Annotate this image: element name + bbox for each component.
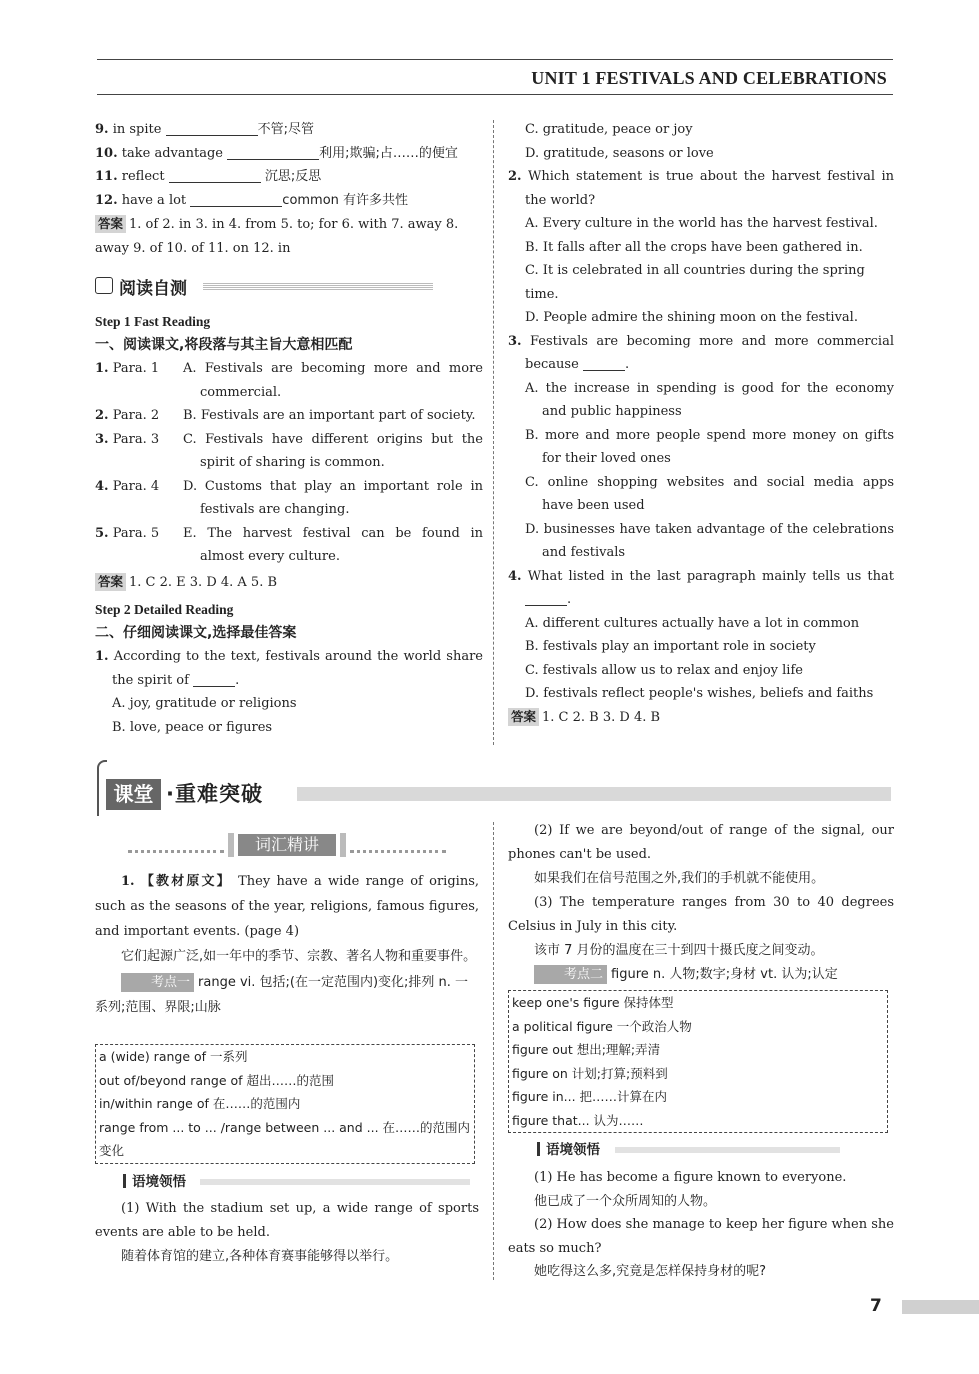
example-cn: 如果我们在信号范围之外,我们的手机就不能使用。 [534, 871, 825, 886]
phrase: figure that... 认为…… [512, 1112, 644, 1128]
phrase: out of/beyond range of 超出……的范围 [99, 1072, 335, 1088]
answer-block: 答案 1. C 2. B 3. D 4. B [508, 706, 894, 730]
example-cn: 该市 7 月份的温度在三十到四十摄氏度之间变动。 [534, 943, 824, 958]
reading-section [95, 310, 483, 739]
right-column-top [508, 118, 894, 729]
answer-badge: 答案 [508, 708, 539, 726]
module-rule [203, 283, 433, 290]
vocab-fill-item: 10. take advantage 利用;欺骗;占……的便宜 [95, 145, 458, 161]
page-number: 7 [870, 1296, 882, 1316]
phrase: in/within range of 在……的范围内 [99, 1096, 301, 1111]
match-row: 5. Para. 5 E. The harvest festival can be found in almost every culture. [95, 525, 483, 564]
option: A. the increase in spending is good for the economy and public happiness [525, 380, 894, 419]
unit-title: UNIT 1 FESTIVALS AND CELEBRATIONS [531, 68, 887, 88]
option: C. online shopping websites and social media apps have been used [525, 474, 894, 513]
example-en: (1) He has become a figure known to everyone. [534, 1170, 847, 1185]
header-rule-top [97, 59, 893, 60]
example-range-1 [95, 1197, 479, 1269]
question-3: 3. Festivals are becoming more and more commercial because . [508, 333, 894, 372]
context-rule [200, 1179, 470, 1185]
key-point-1: 考点一 range vi. 包括;(在一定范围内)变化;排列 n. 一系列;范围、界限;山脉 [95, 975, 469, 1015]
question-2: 2. Which statement is true about the harvest festival in the world? [508, 169, 895, 208]
band-title: ·重难突破 [166, 782, 263, 806]
match-row: 2. Para. 2 B. Festivals are an important part of society. [95, 408, 476, 423]
page-number-bar [902, 1300, 979, 1314]
vocab-header-dots [350, 850, 446, 853]
vocab-left [95, 869, 479, 1020]
match-row: 4. Para. 4 D. Customs that play an important role in festivals are changing. [95, 478, 483, 517]
context-heading: 语境领悟 [537, 1140, 600, 1160]
option: C. festivals allow us to relax and enjoy life [525, 662, 803, 678]
vocab-header-title: 词汇精讲 [238, 834, 336, 856]
translation: 它们起源广泛,如一年中的季节、宗教、著名人物和重要事件。 [121, 949, 477, 964]
band-label: 课堂 [106, 779, 161, 810]
context-heading: 语境领悟 [123, 1172, 186, 1192]
option: B. more and more people spend more money on gifts for their loved ones [525, 427, 894, 466]
vocab-fill-item: 9. in spite 不管;尽管 [95, 122, 314, 137]
option: D. festivals reflect people's wishes, beliefs and faiths [525, 686, 874, 701]
example-en: (3) The temperature ranges from 30 to 40 degrees Celsius in July in this city. [508, 895, 894, 934]
vocab-fill-item: 11. reflect 沉思;反思 [95, 169, 322, 184]
vocab-header-dots [128, 850, 224, 853]
vocab-fill-item: 12. have a lot common 有许多共性 [95, 192, 409, 208]
column-divider-bottom [493, 822, 494, 1280]
phrase: a (wide) range of 一系列 [99, 1049, 248, 1064]
phrase-box-figure [508, 990, 888, 1133]
phrase: a political figure 一个政治人物 [512, 1018, 692, 1034]
example-cn: 随着体育馆的建立,各种体育赛事能够得以举行。 [121, 1249, 399, 1264]
option: D. businesses have taken advantage of the celebrations and festivals [525, 521, 894, 560]
option: C. gratitude, peace or joy [525, 122, 693, 137]
module-title: 阅读自测 [119, 279, 187, 299]
key-point-2: 考点二 figure n. 人物;数字;身材 vt. 认为;认定 [508, 963, 894, 987]
left-column-top [95, 118, 483, 260]
step2-heading: Step 2 Detailed Reading [95, 602, 234, 617]
example-cn: 他已成了一个众所周知的人物。 [534, 1193, 717, 1209]
option: A. different cultures actually have a lot in common [525, 615, 860, 631]
example-en: (2) If we are beyond/out of range of the signal, our phones can't be used. [508, 823, 894, 862]
option: A. Every culture in the world has the harvest festival. [525, 216, 878, 231]
module-header-reading [95, 272, 433, 300]
example-en: (1) With the stadium set up, a wide range of sports events are able to be held. [95, 1201, 479, 1240]
question-4: 4. What listed in the last paragraph mainly tells us that . [508, 568, 894, 607]
book-icon [95, 277, 113, 294]
band-rule [297, 787, 891, 801]
phrase-box-range [95, 1044, 475, 1164]
example-cn: 她吃得这么多,究竟是怎样保持身材的呢? [534, 1264, 767, 1279]
option: B. love, peace or figures [112, 719, 273, 735]
header-rule-bottom [97, 94, 893, 95]
bracket-right [340, 833, 346, 857]
option: A. joy, gratitude or religions [112, 696, 297, 711]
vocab-right [508, 819, 894, 987]
question-1: 1. According to the text, festivals around the world share the spirit of . [95, 649, 483, 688]
section-band [97, 760, 891, 816]
phrase: figure out 想出;理解;弄清 [512, 1042, 661, 1057]
step1-heading: Step 1 Fast Reading [95, 314, 211, 329]
bracket-left [228, 833, 234, 857]
phrase: keep one's figure 保持体型 [512, 995, 674, 1010]
option: C. It is celebrated in all countries during the spring time. [525, 263, 865, 302]
option: D. People admire the shining moon on the festival. [525, 310, 858, 325]
step1-task: 一、阅读课文,将段落与其主旨大意相匹配 [95, 336, 353, 353]
match-row: 3. Para. 3 C. Festivals have different origins but the spirit of sharing is common. [95, 431, 483, 470]
phrase: range from ... to ... /range between ... and ... 在……的范围内变化 [99, 1119, 471, 1158]
phrase: figure on 计划;打算;预料到 [512, 1065, 668, 1081]
option: B. festivals play an important role in society [525, 639, 816, 654]
match-row: 1. Para. 1 A. Festivals are becoming more and more commercial. [95, 361, 483, 400]
answer-block: 答案 1. C 2. E 3. D 4. A 5. B [95, 571, 483, 595]
column-divider-top [493, 120, 494, 745]
example-en: (2) How does she manage to keep her figure when she eats so much? [508, 1217, 894, 1256]
phrase: figure in... 把……计算在内 [512, 1089, 668, 1104]
option: B. It falls after all the crops have been gathered in. [525, 239, 863, 255]
answer-badge: 答案 [95, 573, 126, 591]
example-figure [508, 1166, 894, 1284]
answer-block: 答案 1. of 2. in 3. in 4. from 5. to; for 6. with 7. away 8. away 9. of 10. of 11. on 12. in [95, 216, 459, 256]
option: D. gratitude, seasons or love [525, 145, 714, 161]
answer-badge: 答案 [95, 215, 126, 233]
textbook-source: 1. 【教材原文】 They have a wide range of origins, such as the seasons of the year, religions, famous figures, and important events. (page 4) [95, 874, 479, 939]
step2-task: 二、仔细阅读课文,选择最佳答案 [95, 624, 297, 641]
vocab-header [128, 833, 446, 859]
context-rule [615, 1147, 840, 1153]
